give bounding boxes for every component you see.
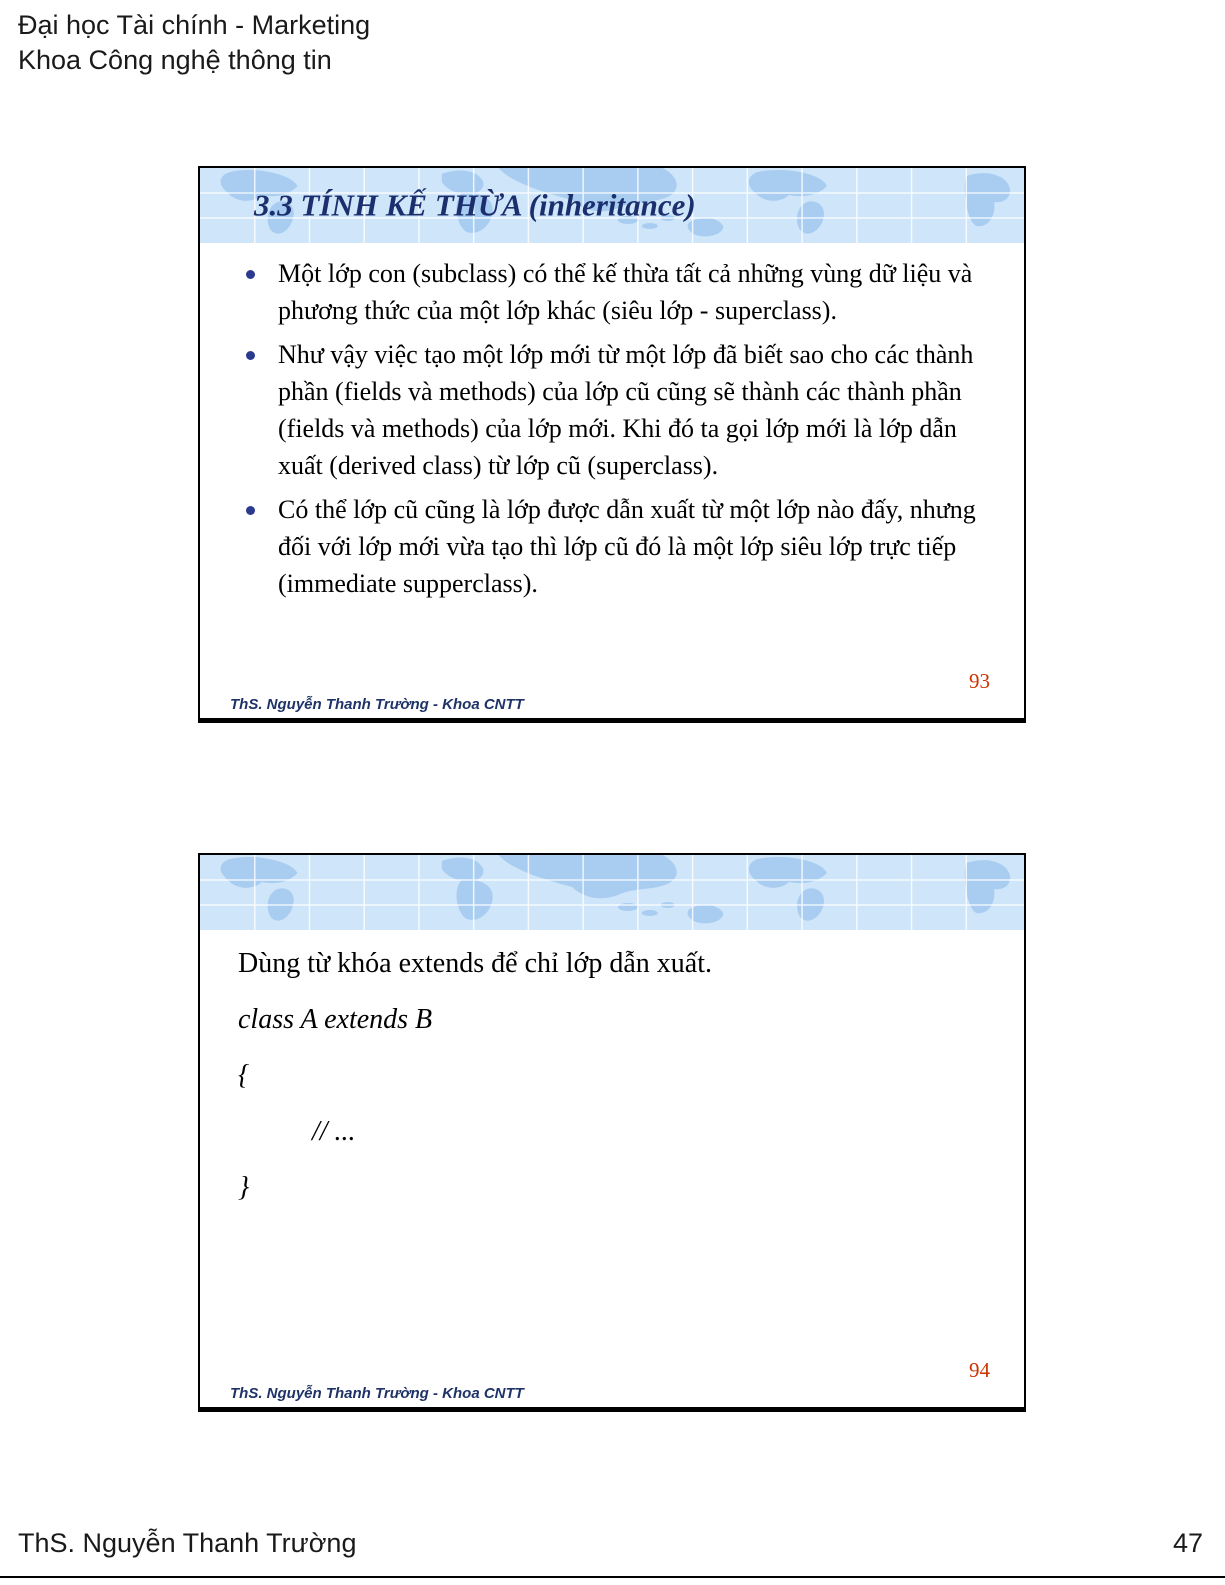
slide-number: 93 xyxy=(969,669,990,693)
bullet-item xyxy=(244,255,990,329)
faculty-name: Khoa Công nghệ thông tin xyxy=(18,45,332,75)
footer-author: ThS. Nguyễn Thanh Trường xyxy=(18,1528,357,1558)
slide-number: 94 xyxy=(969,1358,990,1382)
bullet-text: Một lớp con (subclass) có thể kế thừa tất cả những vùng dữ liệu và phương thức của một lớp khác (siêu lớp - superclass). xyxy=(278,259,973,325)
code-line: // ... xyxy=(312,1116,356,1147)
page-footer xyxy=(18,1528,1203,1559)
world-map-icon xyxy=(200,855,1024,930)
bullet-icon xyxy=(246,270,255,279)
slide-banner xyxy=(200,168,1024,243)
bullet-item xyxy=(244,336,990,484)
bullet-text: Như vậy việc tạo một lớp mới từ một lớp đã biết sao cho các thành phần (fields và methods) của lớp cũ cũng sẽ thành các thành phần (fields và methods) của lớp mới. Khi đó ta gọi lớp mới là lớp dẫn xuất (derived class) từ lớp cũ (superclass). xyxy=(278,340,974,480)
slide-title: 3.3 TÍNH KẾ THỪA (inheritance) xyxy=(254,186,696,222)
university-name: Đại học Tài chính - Marketing xyxy=(18,10,371,40)
code-line: { xyxy=(238,1060,250,1091)
slide-93 xyxy=(198,166,1026,723)
slide-banner xyxy=(200,855,1024,930)
page-header xyxy=(18,8,370,78)
code-line: } xyxy=(238,1172,250,1203)
bullet-item xyxy=(244,491,990,602)
bullet-text: Có thể lớp cũ cũng là lớp được dẫn xuất từ một lớp nào đấy, nhưng đối với lớp mới vừa tạo thì lớp cũ đó là một lớp siêu lớp trực tiếp (immediate supperclass). xyxy=(278,495,976,598)
bullet-icon xyxy=(246,351,255,360)
code-block xyxy=(200,946,1024,1206)
code-line: class A extends B xyxy=(238,1004,433,1035)
code-line: Dùng từ khóa extends để chỉ lớp dẫn xuất. xyxy=(238,948,712,979)
bullet-icon xyxy=(246,506,255,515)
slide-footer: ThS. Nguyễn Thanh Trường - Khoa CNTT xyxy=(230,696,524,713)
slide-footer: ThS. Nguyễn Thanh Trường - Khoa CNTT xyxy=(230,1385,524,1402)
footer-rule xyxy=(0,1576,1225,1578)
footer-page-number: 47 xyxy=(1172,1528,1203,1558)
bullet-list xyxy=(200,255,1024,602)
slide-94 xyxy=(198,853,1026,1412)
